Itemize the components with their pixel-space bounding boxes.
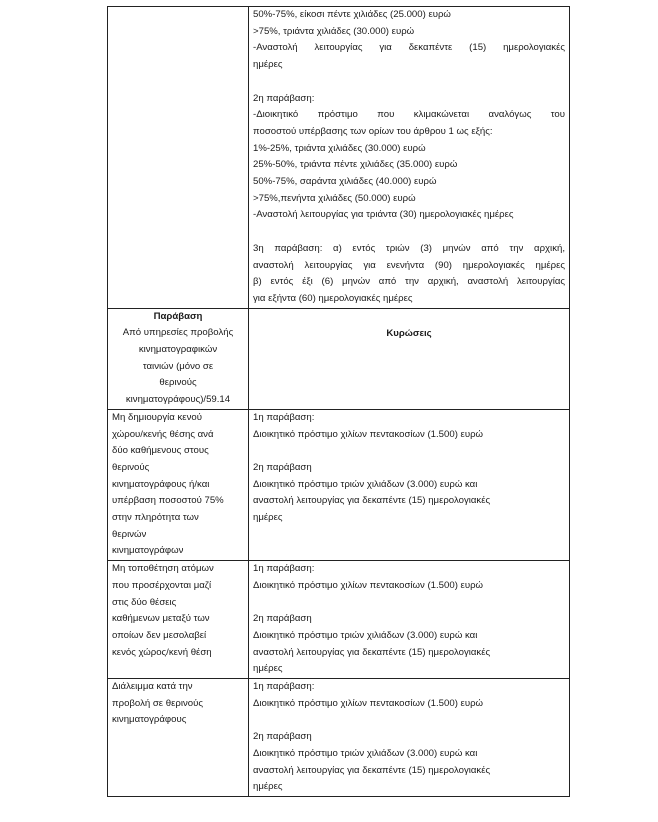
text-line: που προσέρχονται μαζί (112, 579, 212, 591)
text-line: ημέρες (253, 663, 283, 675)
text-line: θερινών (112, 528, 147, 540)
text-line: 3η παράβαση: α) εντός τριών (3) μηνών από την αρχική, (253, 242, 565, 254)
sanctions-header-title: Κυρώσεις (386, 327, 432, 339)
text-line: Διοικητικό πρόστιμο τριών χιλιάδων (3.000) ευρώ και (253, 478, 478, 490)
text-line: θερινούς (112, 461, 150, 473)
text-line: ποσοστού υπέρβασης των ορίων του άρθρου 1 ως εξής: (253, 125, 493, 137)
sanctions-cell (249, 679, 570, 797)
text-line: δύο καθήμενους στους (112, 445, 209, 457)
text-line: υπέρβαση ποσοστού 75% (112, 495, 224, 507)
text-line: -Διοικητικό πρόστιμο που κλιμακώνεται αναλόγως του (253, 109, 565, 121)
violation-cell (108, 409, 249, 560)
text-line: 2η παράβαση: (253, 92, 315, 104)
sanctions-cell (249, 409, 570, 560)
text-line: αναστολή λειτουργίας για ενενήντα (90) ημερολογιακές ημέρες (253, 259, 565, 271)
blank-line (253, 224, 565, 241)
text-line: β) εντός έξι (6) μηνών από την αρχική, αναστολή λειτουργίας (253, 276, 565, 288)
text-line: 1%-25%, τριάντα χιλιάδες (30.000) ευρώ (253, 142, 426, 154)
text-line: Διάλειμμα κατά την (112, 681, 193, 693)
text-line: Διοικητικό πρόστιμο χιλίων πεντακοσίων (1.500) ευρώ (253, 579, 484, 591)
text-line: ημέρες (253, 512, 283, 524)
text-line: 50%-75%, σαράντα χιλιάδες (40.000) ευρώ (253, 176, 437, 188)
text-line: 50%-75%, είκοσι πέντε χιλιάδες (25.000) ευρώ (253, 9, 451, 20)
text-line: προβολή σε θερινούς (112, 697, 203, 709)
text-line: 25%-50%, τριάντα πέντε χιλιάδες (35.000) ευρώ (253, 159, 458, 171)
table-header-row (108, 308, 570, 409)
table-row (108, 409, 570, 560)
text-line: 2η παράβαση (253, 731, 312, 743)
text-line: κινηματογραφικών (138, 344, 218, 356)
text-line: 2η παράβαση (253, 613, 312, 625)
blank-line (253, 74, 565, 91)
sanctions-cell (249, 561, 570, 679)
text-line: ημέρες (253, 781, 283, 793)
text-line: στην πληρότητα των (112, 512, 199, 524)
table-row (108, 679, 570, 797)
blank-line (253, 712, 565, 729)
text-line: για εξήντα (60) ημερολογιακές ημέρες (253, 292, 413, 304)
continued-left-cell (108, 7, 249, 309)
text-line: ταινιών (μόνο σε (142, 360, 214, 372)
violation-header-title: Παράβαση (153, 310, 203, 322)
text-line: 2η παράβαση (253, 461, 312, 473)
violation-cell (108, 561, 249, 679)
text-line: αναστολή λειτουργίας για δεκαπέντε (15) ημερολογιακές (253, 646, 491, 658)
penalties-table (107, 6, 570, 797)
text-line: κινηματογράφους ή/και (112, 478, 210, 490)
text-line: καθήμενων μεταξύ των (112, 613, 210, 625)
text-line: 1η παράβαση: (253, 563, 315, 575)
blank-line (253, 443, 565, 460)
continued-sanctions-cell (249, 7, 570, 309)
text-line: Διοικητικό πρόστιμο χιλίων πεντακοσίων (1.500) ευρώ (253, 697, 484, 709)
text-line: >75%,πενήντα χιλιάδες (50.000) ευρώ (253, 192, 416, 204)
text-line: χώρου/κενής θέσης ανά (112, 428, 214, 440)
text-line: Από υπηρεσίες προβολής (122, 327, 234, 339)
text-line: οποίων δεν μεσολαβεί (112, 629, 207, 641)
text-line: κινηματογράφους (112, 714, 187, 726)
table-row (108, 561, 570, 679)
text-line: -Αναστολή λειτουργίας για δεκαπέντε (15) ημερολογιακές (253, 42, 565, 54)
violation-cell (108, 679, 249, 797)
text-line: στις δύο θέσεις (112, 596, 177, 608)
text-line: κενός χώρος/κενή θέση (112, 646, 212, 658)
text-line: αναστολή λειτουργίας για δεκαπέντε (15) ημερολογιακές (253, 495, 491, 507)
text-line: θερινούς (159, 377, 197, 389)
blank-line (253, 595, 565, 612)
text-line: Μη τοποθέτηση ατόμων (112, 563, 214, 575)
text-line: κινηματογράφων (112, 545, 184, 557)
text-line: Διοικητικό πρόστιμο χιλίων πεντακοσίων (1.500) ευρώ (253, 428, 484, 440)
sanctions-header-cell (249, 308, 570, 409)
text-line: αναστολή λειτουργίας για δεκαπέντε (15) ημερολογιακές (253, 764, 491, 776)
text-line: 1η παράβαση: (253, 681, 315, 693)
text-line: -Αναστολή λειτουργίας για τριάντα (30) ημερολογιακές ημέρες (253, 209, 514, 221)
table-row-continued (108, 7, 570, 309)
violation-header-cell (108, 308, 249, 409)
text-line: κινηματογράφους)/59.14 (125, 394, 231, 406)
text-line: Μη δημιουργία κενού (112, 411, 202, 423)
text-line: >75%, τριάντα χιλιάδες (30.000) ευρώ (253, 25, 415, 37)
text-line: 1η παράβαση: (253, 411, 315, 423)
text-line: ημέρες (253, 59, 283, 71)
text-line: Διοικητικό πρόστιμο τριών χιλιάδων (3.000) ευρώ και (253, 747, 478, 759)
text-line: Διοικητικό πρόστιμο τριών χιλιάδων (3.000) ευρώ και (253, 629, 478, 641)
